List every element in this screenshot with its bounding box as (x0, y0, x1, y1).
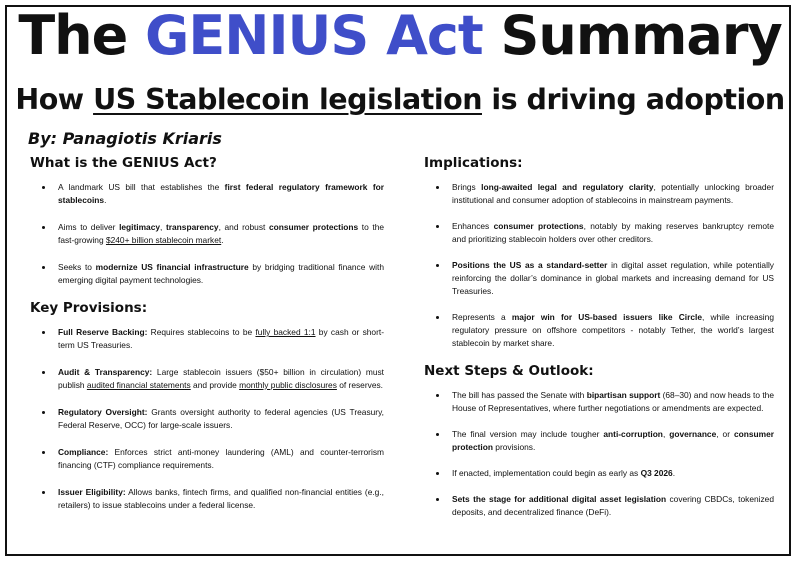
bold-text: governance (669, 429, 717, 439)
bold-text: Compliance: (58, 447, 109, 457)
text-segment: The bill has passed the Senate with (452, 390, 587, 400)
text-segment: Large stablecoin issuers ($50+ billion in circulation) must publish (58, 367, 384, 390)
implications-list (424, 181, 774, 350)
provisions-list (30, 326, 384, 512)
text-segment: A landmark US bill that establishes the (58, 182, 225, 192)
bold-text: modernize US financial infrastructure (95, 262, 249, 272)
text-segment: , potentially unlocking broader institutional and consumer adoption of stablecoins in mainstream payments. (452, 182, 774, 205)
text-segment: , (662, 429, 670, 439)
bullet-item (424, 259, 774, 298)
text-segment: Allows banks, fintech firms, and qualified non-financial entities (e.g., retailers) to issue stablecoins under a federal license. (58, 487, 384, 510)
bold-text: Regulatory Oversight: (58, 407, 148, 417)
text-segment: Grants oversight authority to federal agencies (US Treasury, Federal Reserve, OCC) for large-scale issuers. (58, 407, 384, 430)
text-segment: in digital asset regulation, while potentially reinforcing the dollar’s dominance in global markets and increasing demand for US Treasuries. (452, 260, 774, 296)
section-heading-provisions: Key Provisions: (30, 300, 148, 316)
text-segment: Seeks to (58, 262, 96, 272)
next-steps-list (424, 389, 774, 519)
bold-text: Positions the US as a standard-setter (452, 260, 608, 270)
bold-text: legitimacy (119, 222, 161, 232)
section-heading-what: What is the GENIUS Act? (30, 155, 217, 171)
bullet-item (424, 220, 774, 246)
bold-text: bipartisan support (586, 390, 661, 400)
bold-text: Q3 2026 (640, 468, 673, 478)
text-segment: , or (716, 429, 734, 439)
bullet-item (30, 181, 384, 207)
text-segment: by bridging traditional finance with emerging digital payment technologies. (58, 262, 384, 285)
text-segment: covering CBDCs, tokenized deposits, and decentralized finance (DeFi). (452, 494, 774, 517)
bullet-item (30, 406, 384, 432)
bullet-item (30, 221, 384, 247)
bold-text: consumer protection (452, 429, 774, 452)
text-segment: . (104, 195, 107, 205)
text-segment: Enforces strict anti-money laundering (AML) and counter-terrorism financing (CTF) compliance requirements. (58, 447, 384, 470)
subtitle-underlined: US Stablecoin legislation (93, 83, 482, 116)
bullet-item (30, 446, 384, 472)
bullet-item (424, 311, 774, 350)
bold-text: Sets the stage for additional digital asset legislation (452, 494, 667, 504)
section-heading-implications: Implications: (424, 155, 523, 171)
bullet-item (424, 428, 774, 454)
bullet-item (424, 389, 774, 415)
text-segment: and provide (190, 380, 240, 390)
bold-text: Full Reserve Backing: (58, 327, 148, 337)
bold-text: consumer protections (493, 221, 584, 231)
text-segment: The final version may include tougher (452, 429, 604, 439)
title-accent: GENIUS Act (145, 4, 483, 67)
bold-text: anti-corruption (603, 429, 663, 439)
bullet-item (424, 493, 774, 519)
underlined-text: fully backed 1:1 (255, 327, 316, 337)
text-segment: (68–30) and now heads to the House of Representatives, where further negotiations or amendments are expected. (452, 390, 774, 413)
page-title (0, 4, 800, 68)
underlined-text: monthly public disclosures (239, 380, 337, 390)
text-segment: to the fast-growing (58, 222, 385, 245)
subtitle-prefix: How (15, 83, 94, 116)
bullet-item (30, 326, 384, 352)
underlined-text: audited financial statements (86, 380, 191, 390)
bold-text: Issuer Eligibility: (58, 487, 126, 497)
bullet-item (30, 366, 384, 392)
bullet-item (424, 181, 774, 207)
text-segment: Represents a (452, 312, 512, 322)
text-segment: Brings (452, 182, 482, 192)
text-segment: by cash or short-term US Treasuries. (58, 327, 384, 350)
text-segment: Enhances (452, 221, 494, 231)
right-column (424, 154, 774, 519)
what-list (30, 181, 384, 287)
text-segment: , and robust (218, 222, 269, 232)
text-segment: , notably by making reserves bankruptcy remote and prioritizing stablecoin holders over other creditors. (452, 221, 774, 244)
page-subtitle (0, 82, 800, 118)
text-segment: Aims to deliver (58, 222, 120, 232)
text-segment: , (160, 222, 166, 232)
text-segment: . (221, 235, 224, 245)
subtitle-suffix: is driving adoption (481, 83, 785, 116)
bold-text: Audit & Transparency: (58, 367, 153, 377)
text-segment: If enacted, implementation could begin as early as (452, 468, 641, 478)
text-segment: of reserves. (336, 380, 383, 390)
text-segment: , while increasing regulatory pressure on offshore competitors - notably Tether, the world’s largest stablecoin by market share. (452, 312, 774, 348)
bullet-item (30, 261, 384, 287)
bold-text: major win for US-based issuers like Circle (511, 312, 703, 322)
bold-text: long-awaited legal and regulatory clarity (481, 182, 654, 192)
author-byline: By: Panagiotis Kriaris (28, 129, 222, 148)
section-heading-next-steps: Next Steps & Outlook: (424, 363, 594, 379)
bold-text: transparency (165, 222, 219, 232)
bold-text: consumer protections (268, 222, 359, 232)
bullet-item (30, 486, 384, 512)
text-segment: . (672, 468, 676, 478)
text-segment: Requires stablecoins to be (147, 327, 256, 337)
bullet-item (424, 467, 774, 480)
title-suffix: Summary (482, 4, 782, 67)
left-column (30, 154, 384, 512)
text-segment: provisions. (492, 442, 536, 452)
underlined-text: $240+ billion stablecoin market (105, 235, 222, 245)
title-prefix: The (18, 4, 146, 67)
bold-text: first federal regulatory framework for stablecoins (58, 182, 384, 205)
